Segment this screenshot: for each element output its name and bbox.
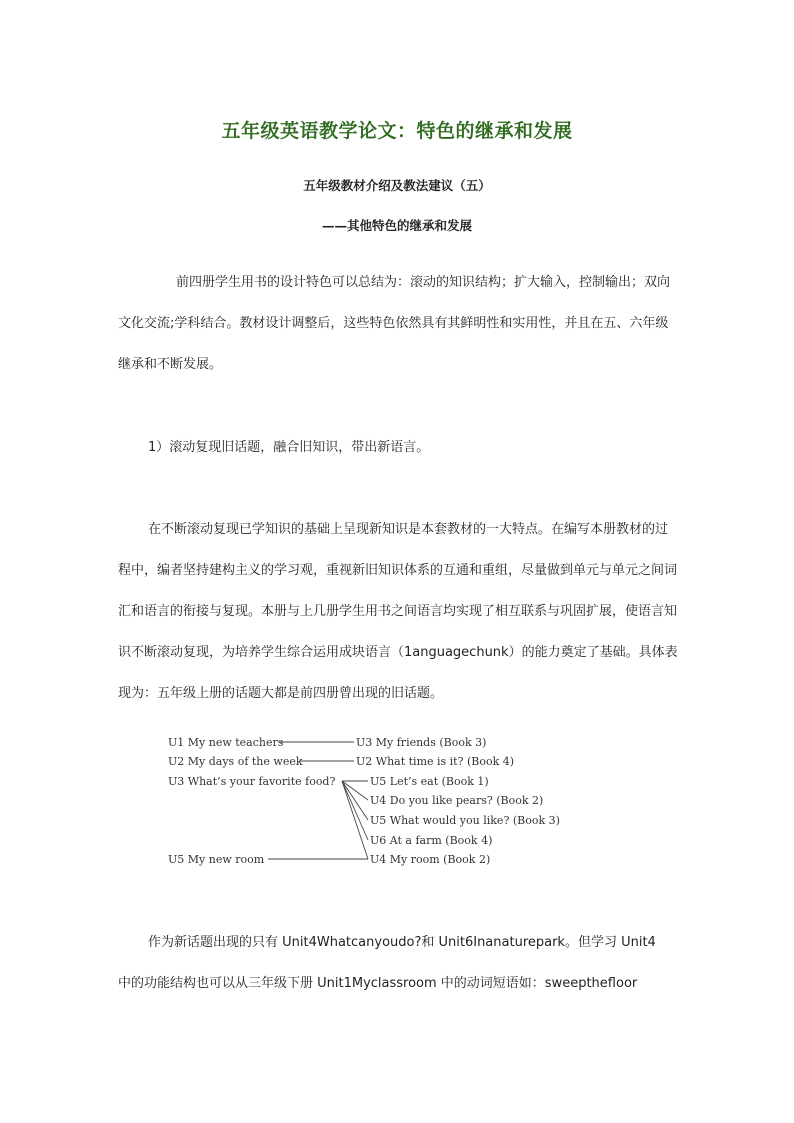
diagram-right-label: U5 What would you like? (Book 3) — [370, 814, 560, 827]
diagram-right-label: U6 At a farm (Book 4) — [370, 834, 493, 847]
text-line: 作为新话题出现的只有 Unit4Whatcanyoudo?和 Unit6Inanaturepark。但学习 Unit4 — [148, 935, 656, 950]
diagram-left-label: U2 My days of the week — [168, 755, 303, 768]
text-line: 中的功能结构也可以从三年级下册 Unit1Myclassroom 中的动词短语如：sweepthefloor — [118, 976, 638, 991]
connector-line — [342, 781, 368, 859]
diagram-left-label: U5 My new room — [168, 853, 265, 866]
body-paragraph-continued — [118, 922, 678, 1004]
topic-mapping-diagram — [160, 730, 600, 870]
section-subtitle: ——其他特色的继承和发展 — [321, 218, 472, 233]
connector-line — [342, 781, 368, 840]
connector-line — [342, 781, 368, 820]
point-heading: 1）滚动复现旧话题，融合旧知识，带出新语言。 — [148, 440, 430, 455]
subtitle: 五年级教材介绍及教法建议（五） — [303, 178, 491, 193]
diagram-left-label: U3 What’s your favorite food? — [168, 775, 336, 788]
body-paragraph: 在不断滚动复现已学知识的基础上呈现新知识是本套教材的一大特点。在编写本册教材的过程中，编者坚持建构主义的学习观，重视新旧知识体系的互通和重组，尽量做到单元与单元之间词汇和语言的衔接与复现。本册与上几册学生用书之间语言均实现了相互联系与巩固扩展，使语言知识不断滚动复现，为培养学生综合运用成块语言（1anguagechunk）的能力奠定了基础。具体表现为：五年级上册的话题大都是前四册曾出现的旧话题。 — [118, 522, 678, 701]
diagram-right-label: U4 My room (Book 2) — [370, 853, 491, 866]
diagram-right-label: U4 Do you like pears? (Book 2) — [370, 794, 544, 807]
diagram-right-label: U3 My friends (Book 3) — [356, 736, 487, 749]
page-title: 五年级英语教学论文：特色的继承和发展 — [221, 120, 573, 142]
intro-paragraph: 前四册学生用书的设计特色可以总结为：滚动的知识结构；扩大输入，控制输出；双向文化交流;学科结合。教材设计调整后，这些特色依然具有其鲜明性和实用性，并且在五、六年级继承和不断发展。 — [118, 275, 671, 372]
diagram-right-label: U2 What time is it? (Book 4) — [356, 755, 515, 768]
diagram-right-label: U5 Let’s eat (Book 1) — [370, 775, 489, 788]
diagram-left-label: U1 My new teachers — [168, 736, 284, 749]
